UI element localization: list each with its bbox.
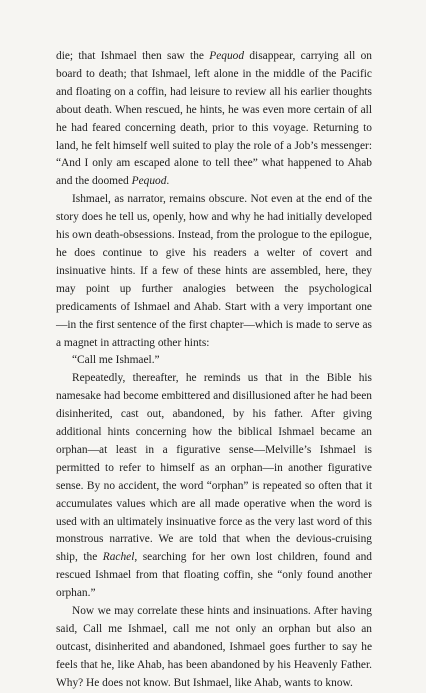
italic-text: Pequod [209, 50, 245, 62]
text-run: Now we may correlate these hints and insinuations. After having said, Call me Ishmael, call me not only an orphan but also an outcast, disinherited and abandoned, Ishmael goes further to say he feels that he, like Ahab, has been abandoned by his Heavenly Father. Why? He does not know. But Ishmael, like Ahab, wants to know. [56, 605, 372, 689]
book-page [56, 48, 372, 693]
paragraph [56, 48, 372, 191]
text-run: Repeatedly, thereafter, he reminds us that in the Bible his namesake had become embittered and disillusioned after he had been disinherited, cast out, abandoned, by his father. After giving additional hints concerning how the biblical Ishmael became an orphan—at least in a figurative sense—Melville’s Ishmael is permitted to refer to himself as an orphan—in another figurative sense. By no accident, the word “orphan” is repeated so often that it accumulates values which are all made operative when the word is used with an ultimately insinuative force as the very last word of this monstrous narrative. We are told that when the devious-cruising ship, the [56, 372, 372, 564]
paragraph [56, 603, 372, 693]
paragraph [56, 191, 372, 352]
text-run: Ishmael, as narrator, remains obscure. Not even at the end of the story does he tell us, openly, how and why he had initially developed his own death-obsessions. Instead, from the prologue to the epilogue, he does continue to give his readers a welter of covert and insinuative hints. If a few of these hints are assembled, here, they may point up further analogies between the psychological predicaments of Ishmael and Ahab. Start with a very important one—in the first sentence of the first chapter—which is made to serve as a magnet in attracting other hints: [56, 193, 372, 349]
italic-text: Pequod [131, 175, 167, 188]
italic-text: Rachel [102, 551, 135, 564]
text-run: disappear, carrying all on board to death; that Ishmael, left alone in the middle of the Pacific and floating on a coffin, had leisure to review all his earlier thoughts about death. When rescued, he hints, he was even more certain of all he had feared concerning death, prior to this voyage. Returning to land, he felt himself well suited to play the role of a Job’s messenger: “And I only am escaped alone to tell thee” what happened to Ahab and the doomed [56, 50, 372, 188]
paragraph [56, 352, 372, 370]
paragraph [56, 370, 372, 603]
text-run: . [166, 175, 170, 188]
text-run: die; that Ishmael then saw the [56, 50, 210, 62]
text-run: “Call me Ishmael.” [72, 354, 160, 367]
text-run: , searching for her own lost children, found and rescued Ishmael from that floating coffin, she “only found another orphan.” [56, 551, 372, 600]
